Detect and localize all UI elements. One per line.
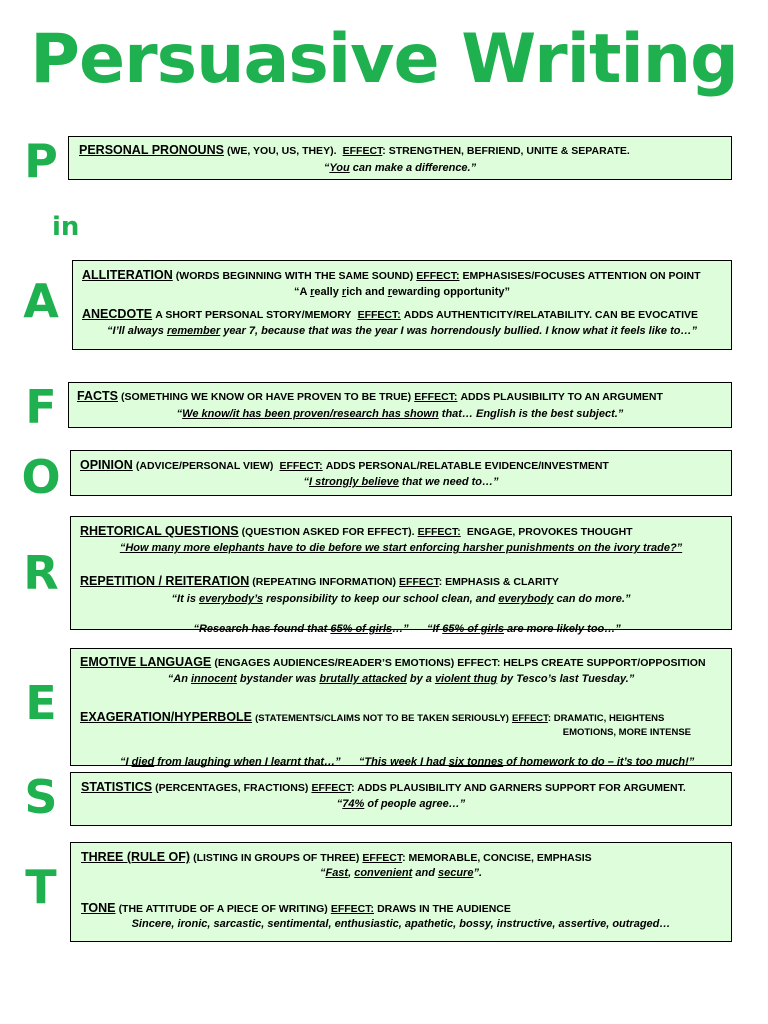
exaggeration-effect-line2: EMOTIONS, MORE INTENSE (562, 727, 691, 738)
alliteration-ex-part: ewarding opportunity” (392, 286, 510, 298)
opinion-example (71, 475, 731, 489)
box-personal-pronouns (68, 136, 732, 180)
pronouns-effect-label: EFFECT (342, 145, 383, 157)
facts-ex-underlined: We know/it has been proven/research has shown (182, 408, 439, 420)
alliteration-line (82, 268, 701, 283)
emotive-desc: (ENGAGES AUDIENCES/READER’S EMOTIONS) EFFECT: HELPS CREATE SUPPORT/OPPOSITION (214, 657, 706, 669)
exaggeration-effect-label: EFFECT (512, 713, 548, 724)
anecdote-example (73, 324, 731, 338)
emotive-ex-underlined: brutally attacked (319, 673, 407, 685)
box-opinion (70, 450, 732, 496)
pronouns-effect: : STRENGTHEN, BEFRIEND, UNITE & SEPARATE. (382, 145, 630, 157)
emotive-ex-part: by a (406, 673, 435, 685)
repetition-ex-part: are more likely too…” (504, 623, 621, 635)
repetition-example-1 (71, 592, 731, 606)
statistics-ex-underlined: 74% (342, 798, 365, 810)
three-ex-underlined: secure (437, 867, 474, 879)
facts-desc: (SOMETHING WE KNOW OR HAVE PROVEN TO BE TRUE) (121, 391, 412, 403)
statistics-desc: (PERCENTAGES, FRACTIONS) (155, 782, 309, 794)
alliteration-ex-part: eally (314, 286, 342, 298)
box-statistics (70, 772, 732, 826)
exaggeration-ex-underlined: died (131, 756, 155, 768)
facts-ex-part: “ (176, 408, 183, 420)
three-ex-part: , (348, 867, 355, 879)
exaggeration-line (80, 710, 664, 726)
emotive-ex-part: “An (167, 673, 191, 685)
repetition-ex-part: responsibility to keep our school clean, and (263, 593, 499, 605)
facts-example (69, 407, 731, 421)
opinion-line (80, 458, 609, 473)
side-letter-o: O (21, 450, 61, 504)
alliteration-ex-part: ich and (346, 286, 388, 298)
side-letter-f: F (25, 380, 57, 434)
anecdote-effect-label: EFFECT: (357, 309, 401, 321)
pronouns-ex-rest: can make a difference.” (349, 162, 477, 174)
exaggeration-heading: EXAGERATION/HYPERBOLE (80, 710, 253, 724)
box-alliteration-anecdote (72, 260, 732, 350)
rhetorical-heading: RHETORICAL QUESTIONS (80, 524, 239, 538)
opinion-heading: OPINION (80, 458, 133, 472)
box-rhetorical-repetition (70, 516, 732, 635)
opinion-desc: (ADVICE/PERSONAL VIEW) (135, 460, 274, 472)
repetition-desc: (REPEATING INFORMATION) (252, 576, 396, 588)
alliteration-heading: ALLITERATION (82, 268, 173, 282)
emotive-ex-underlined: violent thug (434, 673, 498, 685)
three-example (71, 866, 731, 880)
side-word-in: in (52, 212, 80, 242)
side-letter-p: P (24, 134, 58, 188)
three-heading: THREE (RULE OF) (81, 850, 191, 864)
alliteration-ex-part: “A (294, 286, 311, 298)
repetition-ex-part: …” “If (392, 623, 443, 635)
alliteration-ex-r: r (341, 286, 347, 298)
opinion-effect-label: EFFECT: (279, 460, 323, 472)
repetition-line (80, 574, 559, 589)
facts-heading: FACTS (77, 389, 118, 403)
tone-effect: DRAWS IN THE AUDIENCE (377, 903, 511, 915)
tone-example: Sincere, ironic, sarcastic, sentimental, enthusiastic, apathetic, bossy, instructive, assertive, outraged… (131, 918, 671, 930)
page-title: Persuasive Writing (30, 20, 738, 99)
repetition-example-2 (71, 608, 731, 650)
statistics-effect: : ADDS PLAUSIBILITY AND GARNERS SUPPORT FOR ARGUMENT. (351, 782, 686, 794)
statistics-ex-part: “ (336, 798, 343, 810)
tone-effect-label: EFFECT: (330, 903, 375, 915)
tone-desc: (THE ATTITUDE OF A PIECE OF WRITING) (118, 903, 328, 915)
repetition-heading: REPETITION / REITERATION (80, 574, 250, 588)
tone-line (81, 901, 511, 916)
three-effect-label: EFFECT (362, 852, 403, 864)
statistics-effect-label: EFFECT (311, 782, 352, 794)
opinion-ex-part: “ (303, 476, 309, 488)
side-letter-s: S (24, 770, 58, 824)
anecdote-ex-part: “I’ll always (107, 325, 167, 337)
emotive-ex-part: by Tesco’s last Tuesday.” (497, 673, 635, 685)
facts-effect-label: EFFECT: (414, 391, 458, 403)
box-emotive-exaggeration (70, 648, 732, 766)
exaggeration-ex-part: of homework to do – it’s too much!” (503, 756, 695, 768)
repetition-ex-underlined: 65% of girls (442, 623, 504, 635)
three-effect: : MEMORABLE, CONCISE, EMPHASIS (402, 852, 592, 864)
pronouns-line (79, 143, 630, 158)
three-desc: (LISTING IN GROUPS OF THREE) (193, 852, 360, 864)
three-ex-underlined: convenient (354, 867, 413, 879)
anecdote-ex-underlined: remember (166, 325, 221, 337)
opinion-ex-part: that we need to…” (398, 476, 499, 488)
side-letter-e: E (25, 676, 57, 730)
rhetorical-desc: (QUESTION ASKED FOR EFFECT). (241, 526, 415, 538)
rhetorical-line (80, 524, 633, 539)
opinion-ex-underlined: I strongly believe (309, 476, 399, 488)
rhetorical-effect-label: EFFECT: (417, 526, 461, 538)
emotive-ex-part: bystander was (236, 673, 320, 685)
pronouns-ex-open: “ (323, 162, 330, 174)
anecdote-desc: A SHORT PERSONAL STORY/MEMORY (155, 309, 352, 321)
rhetorical-example: “How many more elephants have to die before we start enforcing harsher punishments on the ivory trade?” (119, 542, 683, 554)
facts-effect: ADDS PLAUSIBILITY TO AN ARGUMENT (460, 391, 663, 403)
anecdote-effect: ADDS AUTHENTICITY/RELATABILITY. CAN BE EVOCATIVE (403, 309, 698, 321)
exaggeration-ex-part: from laughing when I learnt that…” “This week I had (154, 756, 449, 768)
side-letter-r: R (23, 546, 59, 600)
exaggeration-ex-part: “I (119, 756, 132, 768)
emotive-example (71, 672, 731, 686)
statistics-ex-part: of people agree…” (364, 798, 466, 810)
box-three-tone (70, 842, 732, 942)
statistics-line (81, 780, 686, 795)
three-ex-underlined: Fast (325, 867, 349, 879)
emotive-ex-underlined: innocent (191, 673, 237, 685)
three-ex-part: ”. (473, 867, 483, 879)
exaggeration-ex-underlined: six tonnes (448, 756, 504, 768)
statistics-heading: STATISTICS (81, 780, 153, 794)
facts-line (77, 389, 663, 404)
repetition-ex-underlined: everybody (498, 593, 554, 605)
alliteration-desc: (WORDS BEGINNING WITH THE SAME SOUND) (175, 270, 414, 282)
pronouns-example (69, 161, 731, 175)
emotive-heading: EMOTIVE LANGUAGE (80, 655, 212, 669)
three-ex-part: “ (319, 867, 326, 879)
emotive-line (80, 655, 706, 670)
three-line (81, 850, 592, 865)
alliteration-effect-label: EFFECT: (416, 270, 460, 282)
anecdote-heading: ANECDOTE (82, 307, 153, 321)
anecdote-ex-part: year 7, because that was the year I was horrendously bullied. I know what it feels like to…” (220, 325, 697, 337)
facts-ex-part: that… English is the best subject.” (438, 408, 624, 420)
repetition-effect: : EMPHASIS & CLARITY (438, 576, 559, 588)
side-letter-t: T (25, 860, 57, 914)
repetition-ex-part: can do more.” (553, 593, 631, 605)
pronouns-desc: (WE, YOU, US, THEY). (227, 145, 337, 157)
anecdote-line (82, 307, 698, 322)
alliteration-effect: EMPHASISES/FOCUSES ATTENTION ON POINT (462, 270, 701, 282)
alliteration-ex-r: r (387, 286, 393, 298)
repetition-ex-part: “Research has found that (193, 623, 331, 635)
side-letter-a: A (23, 274, 59, 328)
repetition-ex-underlined: everybody’s (199, 593, 264, 605)
repetition-ex-underlined: 65% of girls (330, 623, 393, 635)
repetition-ex-part: “It is (171, 593, 200, 605)
statistics-example (71, 797, 731, 811)
alliteration-ex-r: r (310, 286, 315, 298)
alliteration-example (73, 285, 731, 299)
pronouns-heading: PERSONAL PRONOUNS (79, 143, 224, 157)
pronouns-ex-underlined: You (329, 162, 350, 174)
exaggeration-effect: : DRAMATIC, HEIGHTENS (547, 713, 665, 724)
three-ex-part: and (412, 867, 438, 879)
box-facts (68, 382, 732, 428)
tone-heading: TONE (81, 901, 116, 915)
rhetorical-effect: ENGAGE, PROVOKES THOUGHT (466, 526, 633, 538)
exaggeration-desc: (STATEMENTS/CLAIMS NOT TO BE TAKEN SERIOUSLY) (255, 713, 509, 724)
opinion-effect: ADDS PERSONAL/RELATABLE EVIDENCE/INVESTMENT (325, 460, 609, 472)
repetition-effect-label: EFFECT (399, 576, 439, 588)
